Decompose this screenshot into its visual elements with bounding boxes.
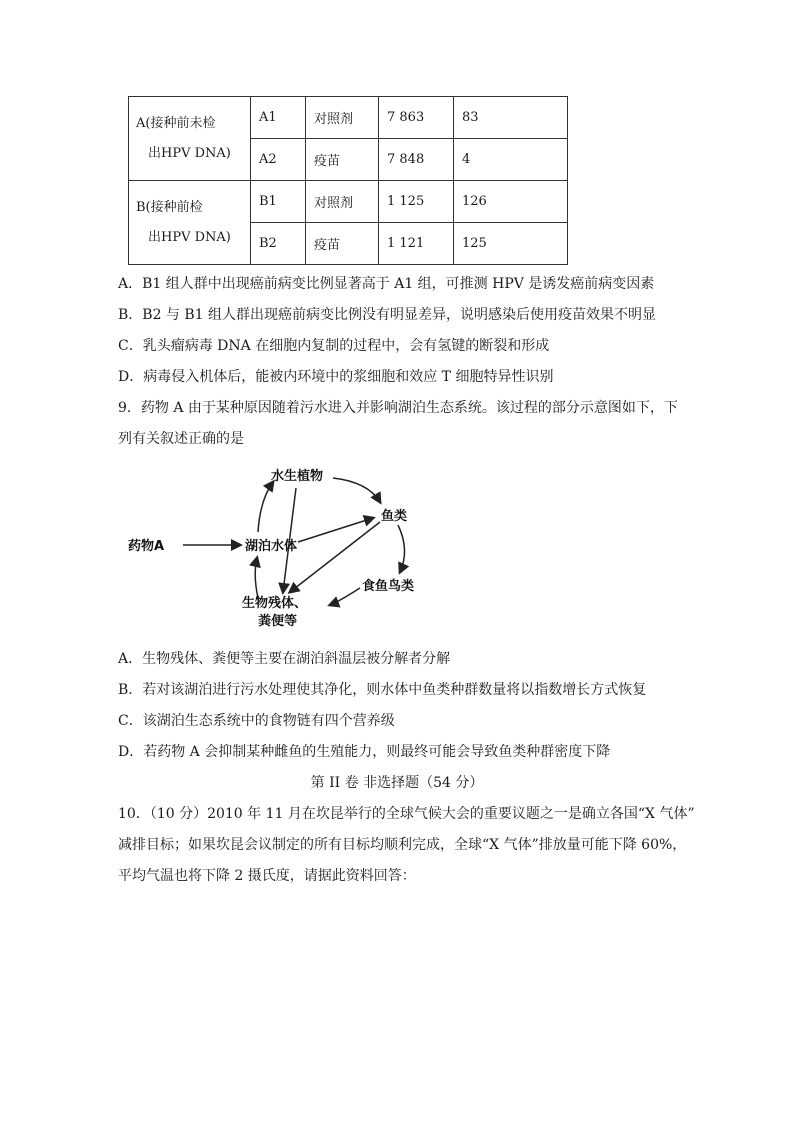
q8-option-b: B．B2 与 B1 组人群出现癌前病变比例没有明显差异，说明感染后使用疫苗效果不明显 <box>118 307 657 323</box>
section-title: 第 II 卷 非选择题（54 分） <box>310 775 484 791</box>
group-b-label-line2: 出HPV DNA) <box>148 229 231 245</box>
cases-cell: 83 <box>454 97 568 139</box>
q9-stem-line2: 列有关叙述正确的是 <box>118 431 244 447</box>
food-web-diagram <box>118 460 458 640</box>
agent-cell: 对照剂 <box>306 97 379 139</box>
subgroup-id: A2 <box>251 139 306 181</box>
table-row <box>129 97 568 139</box>
subgroup-id: A1 <box>251 97 306 139</box>
count-cell: 7 863 <box>379 97 454 139</box>
arrow-lake-to-fish <box>298 518 373 542</box>
q9-option-a: A．生物残体、粪便等主要在湖泊斜温层被分解者分解 <box>118 651 451 667</box>
agent-cell: 疫苗 <box>306 139 379 181</box>
q9-option-d: D．若药物 A 会抑制某种雌鱼的生殖能力，则最终可能会导致鱼类种群密度下降 <box>118 744 611 760</box>
group-b-cell <box>129 181 251 265</box>
arrow-lake-to-plants <box>258 482 273 532</box>
subgroup-id: B1 <box>251 181 306 223</box>
q10-line2: 减排目标；如果坎昆会议制定的所有目标均顺利完成，全球“X 气体”排放量可能下降 60%， <box>118 837 687 853</box>
hpv-vaccine-table <box>128 96 568 265</box>
arrow-fish-to-birds <box>398 525 405 572</box>
q10-line1: 10．（10 分）2010 年 11 月在坎昆举行的全球气候大会的重要议题之一是确立各国“X 气体” <box>118 806 695 822</box>
node-fish: 鱼类 <box>381 509 408 524</box>
node-fish-eating-birds: 食鱼鸟类 <box>362 579 415 594</box>
group-b-label-line1: B(接种前检 <box>136 199 203 215</box>
q10-line3: 平均气温也将下降 2 摄氏度，请据此资料回答： <box>118 868 416 884</box>
cases-cell: 126 <box>454 181 568 223</box>
subgroup-id: B2 <box>251 223 306 265</box>
arrow-birds-to-remains <box>330 588 360 605</box>
count-cell: 1 121 <box>379 223 454 265</box>
table-row <box>129 181 568 223</box>
q8-option-d: D．病毒侵入机体后，能被内环境中的浆细胞和效应 T 细胞特异性识别 <box>118 369 554 385</box>
node-lake-water: 湖泊水体 <box>245 539 298 554</box>
cases-cell: 125 <box>454 223 568 265</box>
q8-option-c: C．乳头瘤病毒 DNA 在细胞内复制的过程中，会有氢键的断裂和形成 <box>118 338 550 354</box>
q9-stem-line1: 9．药物 A 由于某种原因随着污水进入并影响湖泊生态系统。该过程的部分示意图如下，下 <box>118 400 678 416</box>
node-remains-line1: 生物残体、 <box>242 596 308 611</box>
group-a-label-line2: 出HPV DNA) <box>148 145 231 161</box>
group-a-label-line1: A(接种前未检 <box>136 115 216 131</box>
cases-cell: 4 <box>454 139 568 181</box>
node-aquatic-plants: 水生植物 <box>271 469 324 484</box>
count-cell: 1 125 <box>379 181 454 223</box>
count-cell: 7 848 <box>379 139 454 181</box>
agent-cell: 对照剂 <box>306 181 379 223</box>
arrow-remains-to-lake <box>255 558 258 598</box>
q9-option-b: B．若对该湖泊进行污水处理使其净化，则水体中鱼类种群数量将以指数增长方式恢复 <box>118 682 647 698</box>
node-drug-a: 药物A <box>128 539 165 554</box>
node-remains-line2: 粪便等 <box>258 614 298 629</box>
agent-cell: 疫苗 <box>306 223 379 265</box>
q9-option-c: C．该湖泊生态系统中的食物链有四个营养级 <box>118 713 395 729</box>
group-a-cell <box>129 97 251 181</box>
q8-option-a: A．B1 组人群中出现癌前病变比例显著高于 A1 组，可推测 HPV 是诱发癌前病变因素 <box>118 276 655 292</box>
arrow-plants-to-fish <box>333 478 380 502</box>
